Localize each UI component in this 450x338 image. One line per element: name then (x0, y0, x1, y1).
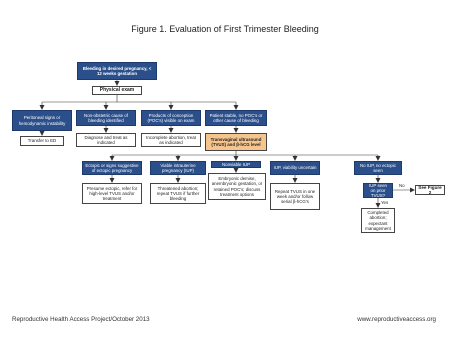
node-viable-iup: Viable intrauterine pregnancy (IUP) (150, 161, 206, 175)
node-no-iup: No IUP, no ectopic seen (354, 161, 402, 175)
node-see-figure-2: See Figure 2 (415, 185, 445, 195)
footer-website: www.reproductiveaccess.org (357, 316, 436, 323)
edge-label-yes: Yes (381, 200, 389, 205)
footer-organization: Reproductive Health Access Project/October 2013 (12, 316, 150, 323)
node-physical-exam: Physical exam (92, 86, 142, 95)
node-repeat-tvus: Repeat TVUS in one week and/or follow serial β-hCG's (270, 183, 320, 210)
node-incomplete-abortion: Incomplete abortion, treat as indicated (141, 133, 201, 147)
node-transvaginal-ultrasound: Transvaginal ultrasound (TVUS) and β-hCG level (205, 133, 267, 151)
node-embryonic-demise: Embryonic demise, anembryonic gestation, or retained POC's; discuss treatment options (208, 173, 266, 200)
page-title: Figure 1. Evaluation of First Trimester Bleeding (131, 24, 319, 34)
node-nonviable-iup: Nonviable IUP (211, 161, 261, 168)
node-transfer-ed: Transfer to ED (20, 136, 64, 146)
node-products-of-conception: Products of conception (POC's) visible on exam (141, 110, 201, 126)
node-diagnose-treat: Diagnose and treat as indicated (76, 133, 136, 147)
node-completed-abortion: Completed abortion; expectant management (361, 208, 395, 233)
node-iup-viability-uncertain: IUP, viability uncertain (270, 161, 320, 175)
node-iup-seen-prior: IUP seen on prior TVUS? (363, 183, 393, 198)
node-threatened-abortion: Threatened abortion; repeat TVUS if further bleeding (150, 183, 206, 204)
node-presume-ectopic: Presume ectopic, refer for high-level TVUS and/or treatment (82, 183, 142, 204)
node-patient-stable: Patient stable, no POC's or other cause of bleeding (205, 110, 267, 126)
node-ectopic-signs: Ectopic or signs suggestive of ectopic pregnancy (82, 161, 142, 175)
edge-label-no: No (399, 183, 405, 188)
node-nonobstetric-cause: Non-obstetric cause of bleeding identified (76, 110, 136, 126)
node-start: Bleeding in desired pregnancy, < 12 weeks gestation (77, 62, 157, 80)
node-peritoneal-signs: Peritoneal signs or hemodynamic instability (12, 110, 72, 131)
